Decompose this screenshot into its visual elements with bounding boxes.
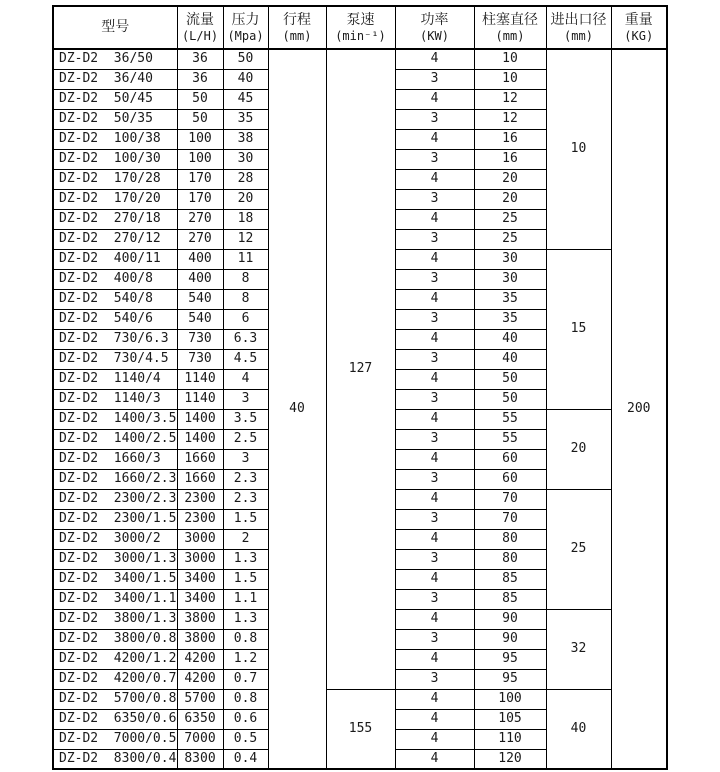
flow-cell: 1400 xyxy=(177,409,223,429)
model-cell: DZ-D2 3400/1.5 xyxy=(53,569,177,589)
plunger-cell: 95 xyxy=(474,669,546,689)
model-cell: DZ-D2 3000/1.3 xyxy=(53,549,177,569)
power-cell: 4 xyxy=(395,129,474,149)
table-header xyxy=(53,6,667,49)
col-header-title: 压力 xyxy=(231,11,260,28)
plunger-cell: 50 xyxy=(474,389,546,409)
plunger-cell: 90 xyxy=(474,609,546,629)
model-cell: DZ-D2 1140/4 xyxy=(53,369,177,389)
model-cell: DZ-D2 4200/0.7 xyxy=(53,669,177,689)
pressure-cell: 45 xyxy=(223,89,268,109)
power-cell: 3 xyxy=(395,389,474,409)
plunger-cell: 35 xyxy=(474,289,546,309)
power-cell: 4 xyxy=(395,729,474,749)
flow-cell: 540 xyxy=(177,289,223,309)
plunger-cell: 60 xyxy=(474,469,546,489)
plunger-cell: 16 xyxy=(474,149,546,169)
power-cell: 4 xyxy=(395,649,474,669)
plunger-cell: 110 xyxy=(474,729,546,749)
model-cell: DZ-D2 400/11 xyxy=(53,249,177,269)
pressure-cell: 35 xyxy=(223,109,268,129)
model-cell: DZ-D2 50/45 xyxy=(53,89,177,109)
model-cell: DZ-D2 36/50 xyxy=(53,49,177,69)
port-merged-cell: 15 xyxy=(546,249,611,409)
flow-cell: 1660 xyxy=(177,449,223,469)
model-cell: DZ-D2 3800/0.8 xyxy=(53,629,177,649)
model-cell: DZ-D2 2300/2.3 xyxy=(53,489,177,509)
pressure-cell: 6.3 xyxy=(223,329,268,349)
flow-cell: 400 xyxy=(177,269,223,289)
pressure-cell: 6 xyxy=(223,309,268,329)
flow-cell: 36 xyxy=(177,69,223,89)
power-cell: 3 xyxy=(395,469,474,489)
model-cell: DZ-D2 100/38 xyxy=(53,129,177,149)
col-header-title: 泵速 xyxy=(346,11,375,28)
pressure-cell: 12 xyxy=(223,229,268,249)
flow-cell: 6350 xyxy=(177,709,223,729)
pressure-cell: 1.3 xyxy=(223,549,268,569)
model-cell: DZ-D2 4200/1.2 xyxy=(53,649,177,669)
col-header-unit: (mm) xyxy=(495,28,525,43)
flow-cell: 1140 xyxy=(177,369,223,389)
plunger-cell: 12 xyxy=(474,89,546,109)
power-cell: 4 xyxy=(395,49,474,69)
speed-merged-cell: 127 xyxy=(326,49,395,689)
pressure-cell: 2 xyxy=(223,529,268,549)
pressure-cell: 1.1 xyxy=(223,589,268,609)
plunger-cell: 35 xyxy=(474,309,546,329)
model-cell: DZ-D2 5700/0.8 xyxy=(53,689,177,709)
pressure-cell: 1.2 xyxy=(223,649,268,669)
flow-cell: 3000 xyxy=(177,529,223,549)
plunger-cell: 40 xyxy=(474,349,546,369)
col-header-pressure xyxy=(223,6,268,49)
power-cell: 4 xyxy=(395,369,474,389)
flow-cell: 270 xyxy=(177,229,223,249)
plunger-cell: 20 xyxy=(474,189,546,209)
power-cell: 4 xyxy=(395,569,474,589)
model-cell: DZ-D2 2300/1.5 xyxy=(53,509,177,529)
power-cell: 3 xyxy=(395,509,474,529)
flow-cell: 1140 xyxy=(177,389,223,409)
plunger-cell: 85 xyxy=(474,589,546,609)
model-cell: DZ-D2 3000/2 xyxy=(53,529,177,549)
plunger-cell: 25 xyxy=(474,229,546,249)
col-header-title: 功率 xyxy=(420,11,449,28)
port-merged-cell: 40 xyxy=(546,689,611,769)
table-body xyxy=(53,49,667,769)
col-header-plunger-diameter xyxy=(474,6,546,49)
model-cell: DZ-D2 3800/1.3 xyxy=(53,609,177,629)
col-header-stroke xyxy=(268,6,326,49)
flow-cell: 5700 xyxy=(177,689,223,709)
model-cell: DZ-D2 730/4.5 xyxy=(53,349,177,369)
flow-cell: 100 xyxy=(177,129,223,149)
flow-cell: 3800 xyxy=(177,609,223,629)
power-cell: 4 xyxy=(395,709,474,729)
pressure-cell: 1.3 xyxy=(223,609,268,629)
stroke-merged-cell: 40 xyxy=(268,49,326,769)
model-cell: DZ-D2 1660/3 xyxy=(53,449,177,469)
plunger-cell: 16 xyxy=(474,129,546,149)
col-header-title: 进出口径 xyxy=(550,11,607,28)
power-cell: 4 xyxy=(395,609,474,629)
model-cell: DZ-D2 6350/0.6 xyxy=(53,709,177,729)
plunger-cell: 70 xyxy=(474,509,546,529)
power-cell: 3 xyxy=(395,149,474,169)
plunger-cell: 40 xyxy=(474,329,546,349)
pressure-cell: 1.5 xyxy=(223,569,268,589)
plunger-cell: 95 xyxy=(474,649,546,669)
plunger-cell: 10 xyxy=(474,49,546,69)
pressure-cell: 0.8 xyxy=(223,689,268,709)
flow-cell: 170 xyxy=(177,169,223,189)
model-cell: DZ-D2 270/12 xyxy=(53,229,177,249)
header-row xyxy=(53,6,667,49)
power-cell: 3 xyxy=(395,69,474,89)
col-header-unit: (KG) xyxy=(624,28,654,43)
power-cell: 4 xyxy=(395,409,474,429)
flow-cell: 50 xyxy=(177,89,223,109)
col-header-unit: (Mpa) xyxy=(227,28,264,43)
plunger-cell: 25 xyxy=(474,209,546,229)
pump-spec-table xyxy=(52,5,668,770)
flow-cell: 170 xyxy=(177,189,223,209)
port-merged-cell: 25 xyxy=(546,489,611,609)
pressure-cell: 0.7 xyxy=(223,669,268,689)
model-cell: DZ-D2 1660/2.3 xyxy=(53,469,177,489)
model-cell: DZ-D2 540/8 xyxy=(53,289,177,309)
pressure-cell: 4 xyxy=(223,369,268,389)
plunger-cell: 105 xyxy=(474,709,546,729)
model-cell: DZ-D2 7000/0.5 xyxy=(53,729,177,749)
power-cell: 4 xyxy=(395,749,474,769)
power-cell: 3 xyxy=(395,589,474,609)
pressure-cell: 1.5 xyxy=(223,509,268,529)
pressure-cell: 30 xyxy=(223,149,268,169)
model-cell: DZ-D2 3400/1.1 xyxy=(53,589,177,609)
power-cell: 4 xyxy=(395,489,474,509)
plunger-cell: 55 xyxy=(474,409,546,429)
pressure-cell: 8 xyxy=(223,269,268,289)
flow-cell: 270 xyxy=(177,209,223,229)
power-cell: 3 xyxy=(395,309,474,329)
power-cell: 3 xyxy=(395,189,474,209)
flow-cell: 2300 xyxy=(177,489,223,509)
power-cell: 3 xyxy=(395,549,474,569)
col-header-speed xyxy=(326,6,395,49)
flow-cell: 4200 xyxy=(177,649,223,669)
pressure-cell: 18 xyxy=(223,209,268,229)
flow-cell: 1400 xyxy=(177,429,223,449)
pressure-cell: 28 xyxy=(223,169,268,189)
pressure-cell: 2.3 xyxy=(223,469,268,489)
pressure-cell: 0.6 xyxy=(223,709,268,729)
power-cell: 4 xyxy=(395,209,474,229)
power-cell: 3 xyxy=(395,629,474,649)
model-cell: DZ-D2 50/35 xyxy=(53,109,177,129)
flow-cell: 3800 xyxy=(177,629,223,649)
model-cell: DZ-D2 8300/0.4 xyxy=(53,749,177,769)
pressure-cell: 11 xyxy=(223,249,268,269)
model-cell: DZ-D2 270/18 xyxy=(53,209,177,229)
col-header-title: 行程 xyxy=(283,11,311,28)
plunger-cell: 90 xyxy=(474,629,546,649)
pressure-cell: 38 xyxy=(223,129,268,149)
pressure-cell: 0.8 xyxy=(223,629,268,649)
plunger-cell: 85 xyxy=(474,569,546,589)
pressure-cell: 8 xyxy=(223,289,268,309)
port-merged-cell: 10 xyxy=(546,49,611,249)
model-cell: DZ-D2 170/28 xyxy=(53,169,177,189)
pressure-cell: 2.5 xyxy=(223,429,268,449)
col-header-unit: (mm) xyxy=(282,28,312,43)
model-cell: DZ-D2 170/20 xyxy=(53,189,177,209)
flow-cell: 730 xyxy=(177,349,223,369)
model-cell: DZ-D2 540/6 xyxy=(53,309,177,329)
col-header-flow xyxy=(177,6,223,49)
pressure-cell: 3.5 xyxy=(223,409,268,429)
table-row xyxy=(53,689,667,709)
flow-cell: 540 xyxy=(177,309,223,329)
flow-cell: 400 xyxy=(177,249,223,269)
power-cell: 3 xyxy=(395,269,474,289)
plunger-cell: 30 xyxy=(474,249,546,269)
col-header-port-diameter xyxy=(546,6,611,49)
pressure-cell: 2.3 xyxy=(223,489,268,509)
col-header-unit: (mm) xyxy=(564,28,593,43)
power-cell: 4 xyxy=(395,689,474,709)
pressure-cell: 4.5 xyxy=(223,349,268,369)
flow-cell: 4200 xyxy=(177,669,223,689)
model-cell: DZ-D2 100/30 xyxy=(53,149,177,169)
pressure-cell: 0.5 xyxy=(223,729,268,749)
plunger-cell: 30 xyxy=(474,269,546,289)
pressure-cell: 20 xyxy=(223,189,268,209)
plunger-cell: 80 xyxy=(474,529,546,549)
power-cell: 3 xyxy=(395,669,474,689)
col-header-unit: (KW) xyxy=(420,28,449,43)
plunger-cell: 120 xyxy=(474,749,546,769)
speed-merged-cell: 155 xyxy=(326,689,395,769)
power-cell: 3 xyxy=(395,229,474,249)
power-cell: 4 xyxy=(395,89,474,109)
flow-cell: 3400 xyxy=(177,569,223,589)
flow-cell: 730 xyxy=(177,329,223,349)
table-row xyxy=(53,49,667,69)
plunger-cell: 10 xyxy=(474,69,546,89)
pressure-cell: 3 xyxy=(223,389,268,409)
flow-cell: 7000 xyxy=(177,729,223,749)
col-header-unit: (min⁻¹) xyxy=(335,28,386,43)
col-header-weight xyxy=(611,6,667,49)
power-cell: 4 xyxy=(395,329,474,349)
col-header-title: 型号 xyxy=(101,19,130,35)
col-header-unit: (L/H) xyxy=(181,28,219,43)
plunger-cell: 12 xyxy=(474,109,546,129)
flow-cell: 1660 xyxy=(177,469,223,489)
model-cell: DZ-D2 36/40 xyxy=(53,69,177,89)
power-cell: 3 xyxy=(395,349,474,369)
power-cell: 3 xyxy=(395,429,474,449)
model-cell: DZ-D2 1400/2.5 xyxy=(53,429,177,449)
flow-cell: 100 xyxy=(177,149,223,169)
power-cell: 4 xyxy=(395,249,474,269)
model-cell: DZ-D2 1140/3 xyxy=(53,389,177,409)
model-cell: DZ-D2 1400/3.5 xyxy=(53,409,177,429)
col-header-title: 流量 xyxy=(186,11,214,28)
plunger-cell: 60 xyxy=(474,449,546,469)
col-header-title: 柱塞直径 xyxy=(482,11,538,28)
plunger-cell: 55 xyxy=(474,429,546,449)
port-merged-cell: 32 xyxy=(546,609,611,689)
model-cell: DZ-D2 400/8 xyxy=(53,269,177,289)
flow-cell: 8300 xyxy=(177,749,223,769)
col-header-power xyxy=(395,6,474,49)
flow-cell: 50 xyxy=(177,109,223,129)
power-cell: 4 xyxy=(395,169,474,189)
flow-cell: 2300 xyxy=(177,509,223,529)
plunger-cell: 50 xyxy=(474,369,546,389)
plunger-cell: 20 xyxy=(474,169,546,189)
power-cell: 4 xyxy=(395,529,474,549)
plunger-cell: 80 xyxy=(474,549,546,569)
power-cell: 4 xyxy=(395,289,474,309)
pressure-cell: 50 xyxy=(223,49,268,69)
plunger-cell: 100 xyxy=(474,689,546,709)
port-merged-cell: 20 xyxy=(546,409,611,489)
col-header-title: 重量 xyxy=(624,11,653,28)
model-cell: DZ-D2 730/6.3 xyxy=(53,329,177,349)
weight-merged-cell: 200 xyxy=(611,49,667,769)
flow-cell: 3000 xyxy=(177,549,223,569)
flow-cell: 36 xyxy=(177,49,223,69)
plunger-cell: 70 xyxy=(474,489,546,509)
power-cell: 3 xyxy=(395,109,474,129)
flow-cell: 3400 xyxy=(177,589,223,609)
col-header-model xyxy=(53,6,177,49)
pressure-cell: 0.4 xyxy=(223,749,268,769)
pressure-cell: 40 xyxy=(223,69,268,89)
pressure-cell: 3 xyxy=(223,449,268,469)
power-cell: 4 xyxy=(395,449,474,469)
